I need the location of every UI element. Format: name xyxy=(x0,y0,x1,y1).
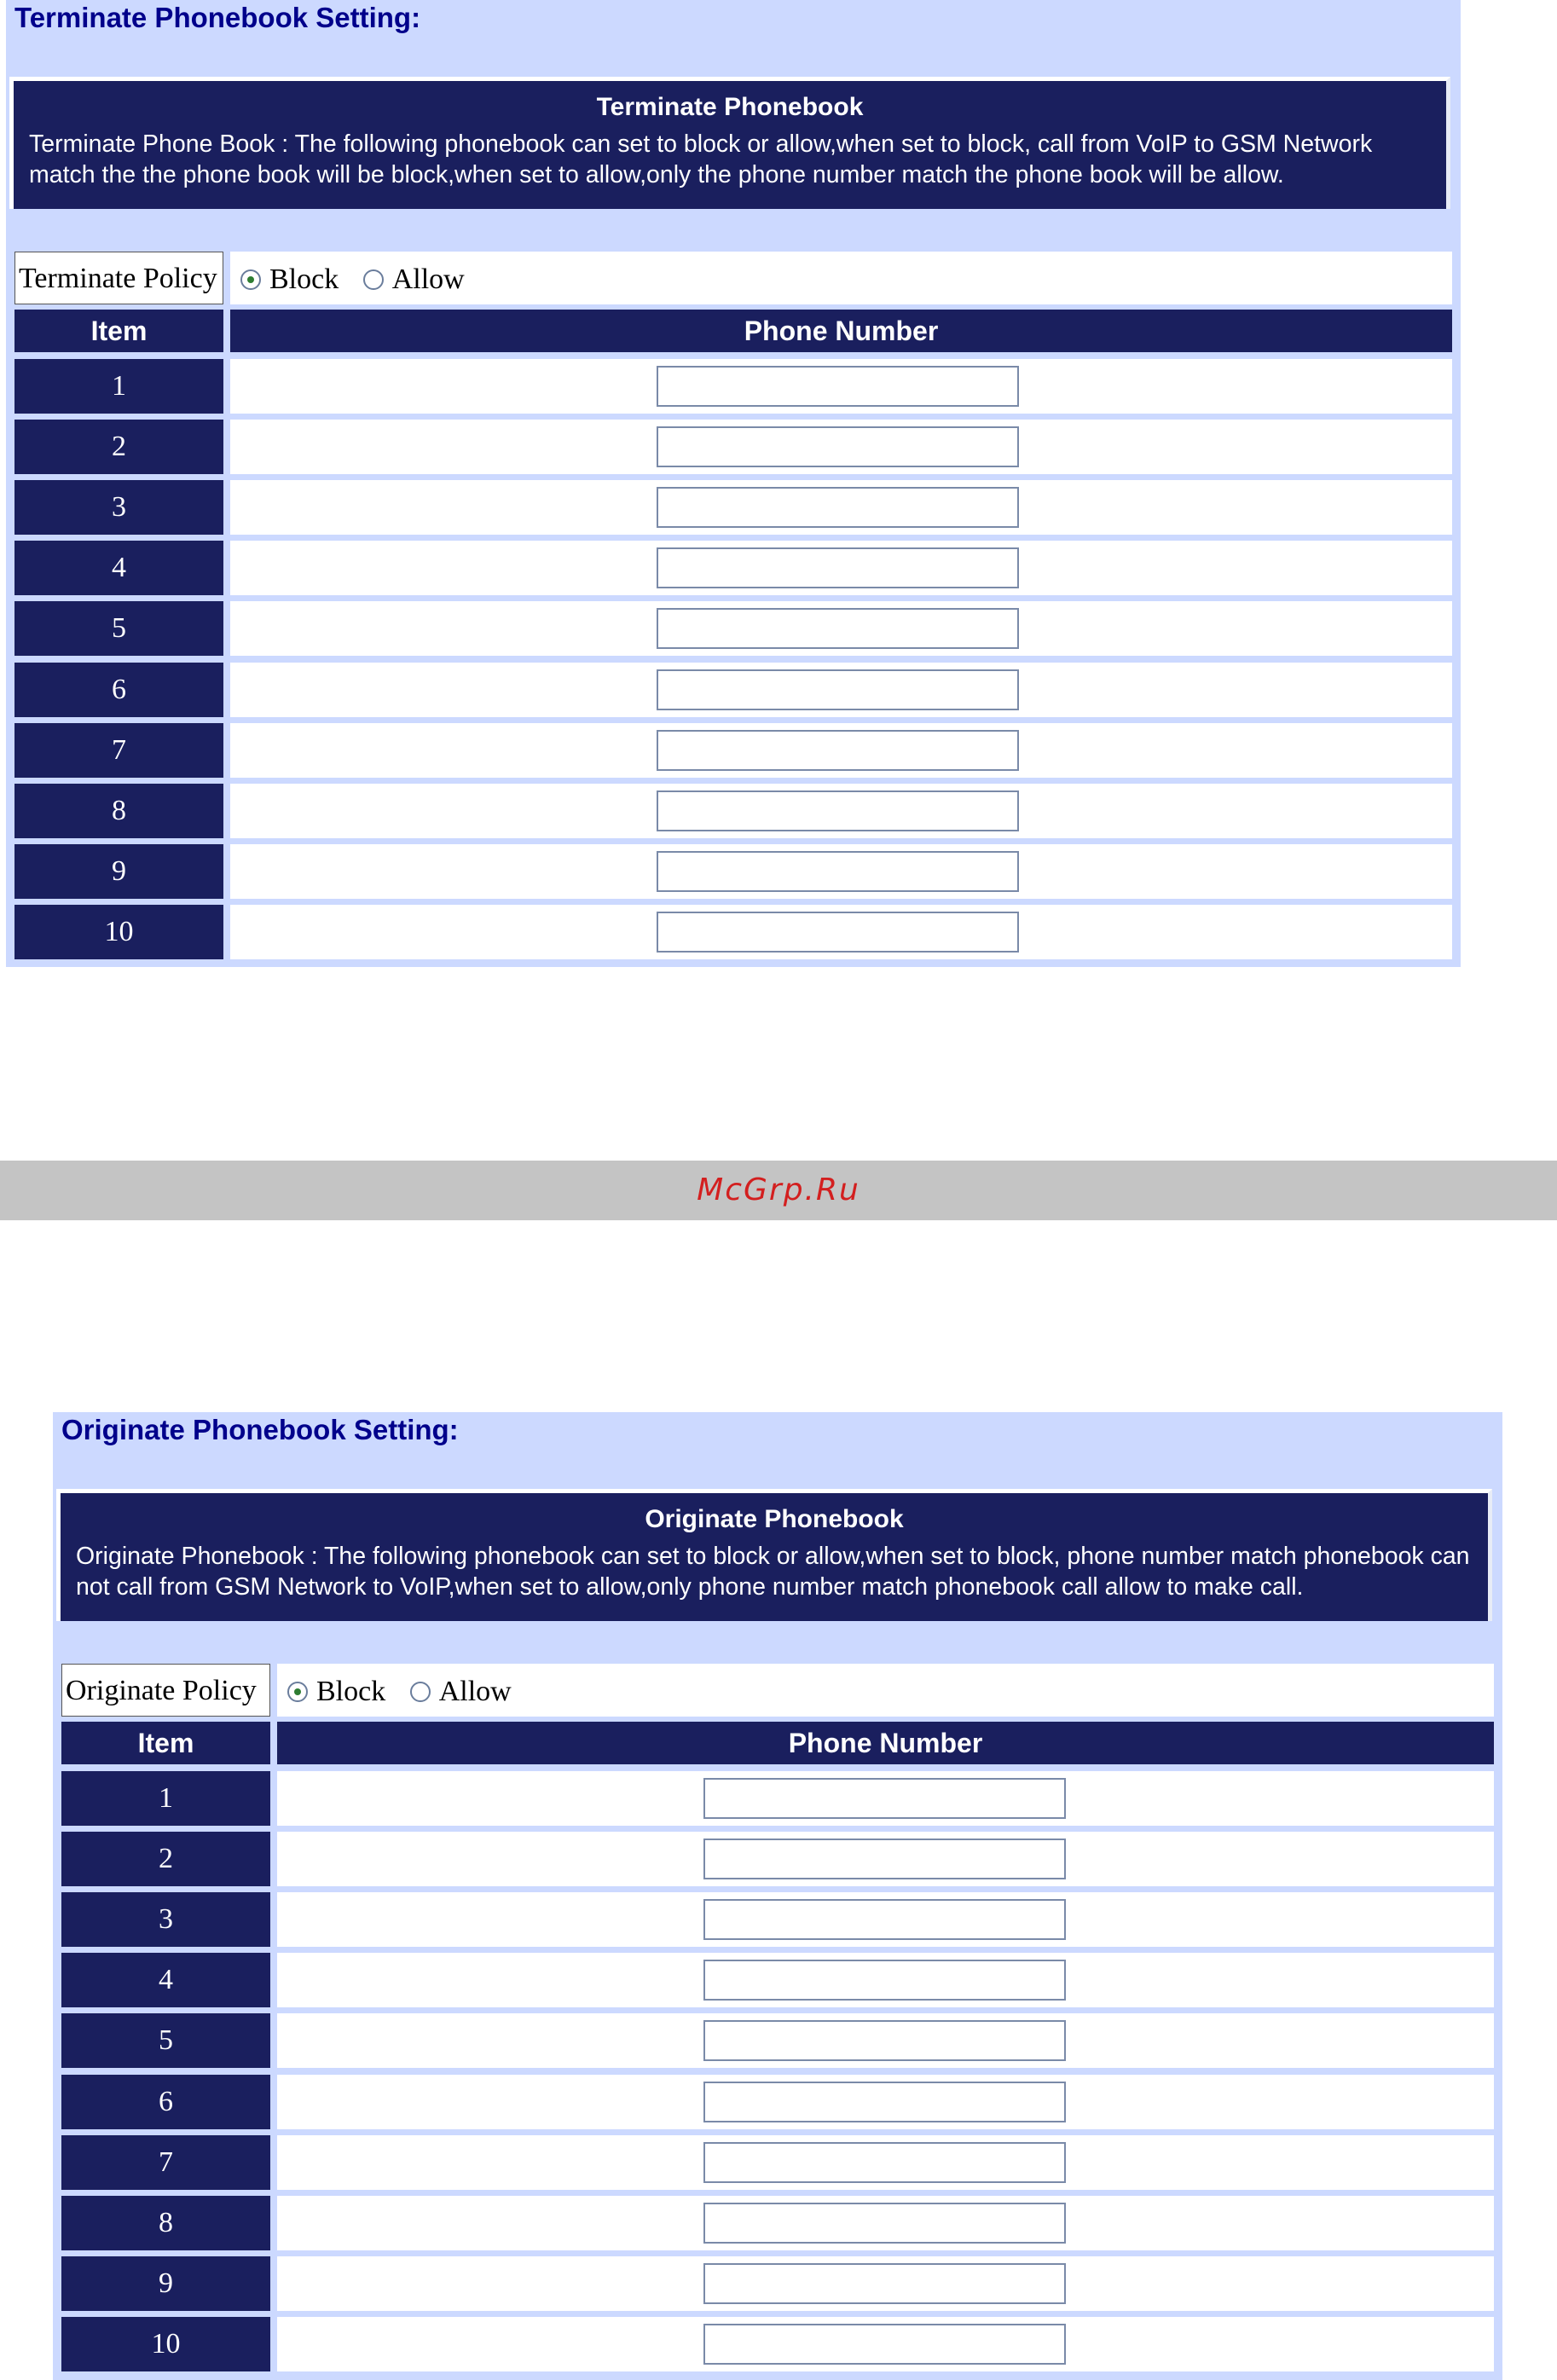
phone-number-cell xyxy=(230,601,1452,656)
table-row xyxy=(14,784,1452,838)
phone-number-cell xyxy=(277,1832,1494,1886)
item-number: 2 xyxy=(61,1832,270,1886)
item-number: 3 xyxy=(61,1892,270,1947)
phone-number-input[interactable] xyxy=(657,912,1019,953)
phone-number-cell xyxy=(230,844,1452,899)
table-row xyxy=(61,1771,1494,1826)
item-number: 10 xyxy=(14,905,223,959)
phone-number-cell xyxy=(277,2256,1494,2311)
phone-number-cell xyxy=(230,420,1452,474)
phone-number-cell xyxy=(277,1771,1494,1826)
table-header-row xyxy=(14,310,1452,352)
phone-number-input[interactable] xyxy=(703,2324,1066,2365)
phone-number-cell xyxy=(277,2317,1494,2371)
item-number: 1 xyxy=(61,1771,270,1826)
item-column-header: Item xyxy=(14,310,223,352)
table-row xyxy=(61,2196,1494,2250)
policy-label: Originate Policy xyxy=(61,1664,270,1717)
item-number: 2 xyxy=(14,420,223,474)
table-row xyxy=(61,2013,1494,2068)
phone-number-input[interactable] xyxy=(703,2203,1066,2244)
phone-number-input[interactable] xyxy=(657,730,1019,771)
table-row xyxy=(14,359,1452,414)
block-radio[interactable] xyxy=(287,1682,308,1702)
allow-radio[interactable] xyxy=(410,1682,431,1702)
table-row xyxy=(14,723,1452,778)
block-radio[interactable] xyxy=(240,269,261,290)
phone-number-cell xyxy=(277,2135,1494,2190)
phone-number-input[interactable] xyxy=(657,851,1019,892)
phone-number-input[interactable] xyxy=(657,547,1019,588)
table-header-row xyxy=(61,1722,1494,1764)
description-header: Originate Phonebook xyxy=(69,1502,1479,1537)
phone-number-input[interactable] xyxy=(657,669,1019,710)
phone-number-input[interactable] xyxy=(703,1899,1066,1940)
phone-number-input[interactable] xyxy=(703,2082,1066,2122)
table-row xyxy=(61,1953,1494,2007)
section-title: Terminate Phonebook Setting: xyxy=(14,2,421,33)
phone-number-input[interactable] xyxy=(657,366,1019,407)
table-row xyxy=(61,1832,1494,1886)
description-panel xyxy=(56,1489,1492,1621)
phone-number-cell xyxy=(230,723,1452,778)
phone-number-input[interactable] xyxy=(703,2020,1066,2061)
item-number: 6 xyxy=(14,663,223,717)
phone-number-column-header: Phone Number xyxy=(230,310,1452,352)
item-number: 5 xyxy=(14,601,223,656)
watermark-band xyxy=(0,1161,1557,1220)
table-row xyxy=(14,420,1452,474)
item-number: 7 xyxy=(61,2135,270,2190)
item-number: 8 xyxy=(61,2196,270,2250)
policy-options xyxy=(230,252,1452,304)
phone-number-input[interactable] xyxy=(703,1839,1066,1879)
phone-number-column-header: Phone Number xyxy=(277,1722,1494,1764)
phone-number-input[interactable] xyxy=(657,426,1019,467)
phone-number-cell xyxy=(277,1953,1494,2007)
policy-label: Terminate Policy xyxy=(14,252,223,304)
originate-phonebook-section xyxy=(53,1412,1502,2380)
policy-row xyxy=(61,1664,1494,1717)
item-number: 5 xyxy=(61,2013,270,2068)
phone-number-input[interactable] xyxy=(703,1960,1066,2001)
policy-row xyxy=(14,252,1452,304)
phone-number-cell xyxy=(230,541,1452,595)
item-number: 4 xyxy=(61,1953,270,2007)
allow-radio-label: Allow xyxy=(438,1676,512,1708)
allow-radio-label: Allow xyxy=(391,263,465,296)
item-number: 6 xyxy=(61,2075,270,2129)
item-number: 8 xyxy=(14,784,223,838)
item-number: 9 xyxy=(61,2256,270,2311)
description-text: Originate Phonebook : The following phonebook can set to block or allow,when set to block, phone number match phonebook can not call from GSM Network to VoIP,when set to allow,only phone number match phonebook call allow to make call. xyxy=(69,1541,1479,1613)
terminate-phonebook-section xyxy=(6,0,1461,967)
phone-number-input[interactable] xyxy=(703,2263,1066,2304)
phone-number-cell xyxy=(277,1892,1494,1947)
item-number: 7 xyxy=(14,723,223,778)
table-row xyxy=(61,2256,1494,2311)
item-number: 3 xyxy=(14,480,223,535)
item-column-header: Item xyxy=(61,1722,270,1764)
item-number: 1 xyxy=(14,359,223,414)
phone-number-input[interactable] xyxy=(657,608,1019,649)
policy-options xyxy=(277,1664,1494,1717)
phone-number-input[interactable] xyxy=(657,487,1019,528)
block-radio-label: Block xyxy=(316,1676,386,1708)
table-row xyxy=(61,2135,1494,2190)
description-header: Terminate Phonebook xyxy=(22,90,1438,125)
allow-radio[interactable] xyxy=(363,269,384,290)
table-row xyxy=(61,2075,1494,2129)
phone-number-input[interactable] xyxy=(703,1778,1066,1819)
block-radio-label: Block xyxy=(269,263,339,296)
table-row xyxy=(14,480,1452,535)
table-row xyxy=(14,601,1452,656)
item-number: 4 xyxy=(14,541,223,595)
table-row xyxy=(14,663,1452,717)
phone-number-cell xyxy=(230,905,1452,959)
description-panel xyxy=(9,77,1450,209)
item-number: 10 xyxy=(61,2317,270,2371)
item-number: 9 xyxy=(14,844,223,899)
phone-number-cell xyxy=(230,663,1452,717)
watermark-text: McGrp.Ru xyxy=(697,1173,860,1207)
phone-number-cell xyxy=(277,2196,1494,2250)
table-row xyxy=(61,2317,1494,2371)
phone-number-input[interactable] xyxy=(657,790,1019,831)
phone-number-cell xyxy=(230,480,1452,535)
phonebook-table xyxy=(61,1664,1494,2371)
table-row xyxy=(14,541,1452,595)
phone-number-input[interactable] xyxy=(703,2142,1066,2183)
section-title: Originate Phonebook Setting: xyxy=(61,1414,459,1445)
phone-number-cell xyxy=(230,359,1452,414)
phone-number-cell xyxy=(230,784,1452,838)
table-row xyxy=(14,905,1452,959)
description-text: Terminate Phone Book : The following phonebook can set to block or allow,when set to block, call from VoIP to GSM Network match the the phone book will be block,when set to allow,only the phone number match the phone book will be allow. xyxy=(22,129,1438,200)
phonebook-table xyxy=(14,252,1452,959)
phone-number-cell xyxy=(277,2075,1494,2129)
table-row xyxy=(61,1892,1494,1947)
table-row xyxy=(14,844,1452,899)
phone-number-cell xyxy=(277,2013,1494,2068)
